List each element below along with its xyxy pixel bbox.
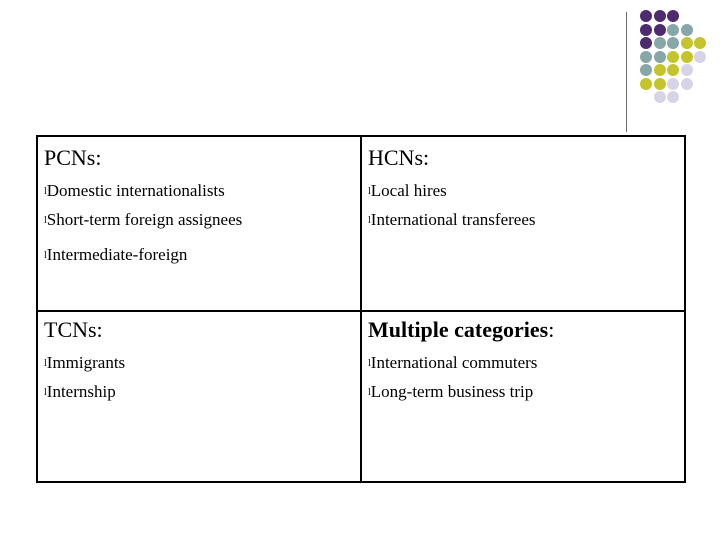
decorative-dot: [667, 51, 679, 63]
decorative-dot: [694, 37, 706, 49]
list-item-label: International commuters: [370, 353, 538, 372]
decorative-dot: [681, 51, 693, 63]
decorative-dot: [640, 51, 652, 63]
list-item-label: Long-term business trip: [370, 382, 534, 401]
list-item-label: International transferees: [370, 210, 536, 229]
cell-multiple-categories: [368, 317, 554, 407]
cell-title: HCNs:: [368, 145, 430, 170]
decorative-dot: [654, 37, 666, 49]
list-item-label: Immigrants: [46, 353, 126, 372]
bullet-icon: l: [368, 387, 371, 398]
decorative-dot: [667, 37, 679, 49]
category-table: [36, 135, 686, 483]
decorative-dot: [681, 24, 693, 36]
decorative-vertical-line: [626, 12, 627, 132]
cell-title: PCNs:: [44, 145, 102, 170]
list-item: [368, 378, 554, 407]
bullet-icon: l: [44, 358, 47, 369]
bullet-icon: l: [368, 186, 371, 197]
cell-pcns: [44, 145, 242, 270]
cell-tcns: [44, 317, 125, 407]
decorative-dot: [654, 51, 666, 63]
bullet-icon: l: [44, 250, 47, 261]
decorative-dot: [640, 64, 652, 76]
list-item: [368, 177, 536, 206]
decorative-dot: [654, 91, 666, 103]
list-item-label: Internship: [46, 382, 116, 401]
list-item: [44, 206, 242, 235]
decorative-dot: [654, 78, 666, 90]
cell-hcns: [368, 145, 536, 235]
bullet-icon: l: [368, 215, 371, 226]
list-item-label: Short-term foreign assignees: [46, 210, 243, 229]
decorative-dot: [654, 24, 666, 36]
decorative-dot: [640, 10, 652, 22]
decorative-dot: [681, 78, 693, 90]
vertical-divider: [360, 137, 362, 481]
bullet-icon: l: [44, 186, 47, 197]
bullet-icon: l: [368, 358, 371, 369]
decorative-dot: [667, 24, 679, 36]
decorative-dot: [667, 10, 679, 22]
decorative-dot: [654, 64, 666, 76]
list-item: [44, 349, 125, 378]
decorative-dot-grid: [640, 10, 720, 120]
decorative-dot: [640, 78, 652, 90]
decorative-dot: [640, 24, 652, 36]
cell-title: [368, 317, 554, 343]
list-item: [44, 177, 242, 206]
list-item: [368, 206, 536, 235]
decorative-dot: [694, 51, 706, 63]
bullet-icon: l: [44, 215, 47, 226]
decorative-dot: [667, 78, 679, 90]
decorative-dot: [667, 91, 679, 103]
list-item-label: Intermediate-foreign: [46, 245, 188, 264]
decorative-dot: [681, 37, 693, 49]
decorative-dot: [667, 64, 679, 76]
bullet-icon: l: [44, 387, 47, 398]
cell-title-text: Multiple categories: [368, 317, 549, 342]
cell-title-suffix: :: [548, 317, 555, 342]
decorative-dot: [654, 10, 666, 22]
list-item: [368, 349, 554, 378]
decorative-dot: [640, 37, 652, 49]
list-item-label: Local hires: [370, 181, 447, 200]
list-item: [44, 378, 125, 407]
decorative-dot: [681, 64, 693, 76]
cell-title: TCNs:: [44, 317, 103, 342]
list-item: [44, 241, 242, 270]
list-item-label: Domestic internationalists: [46, 181, 225, 200]
